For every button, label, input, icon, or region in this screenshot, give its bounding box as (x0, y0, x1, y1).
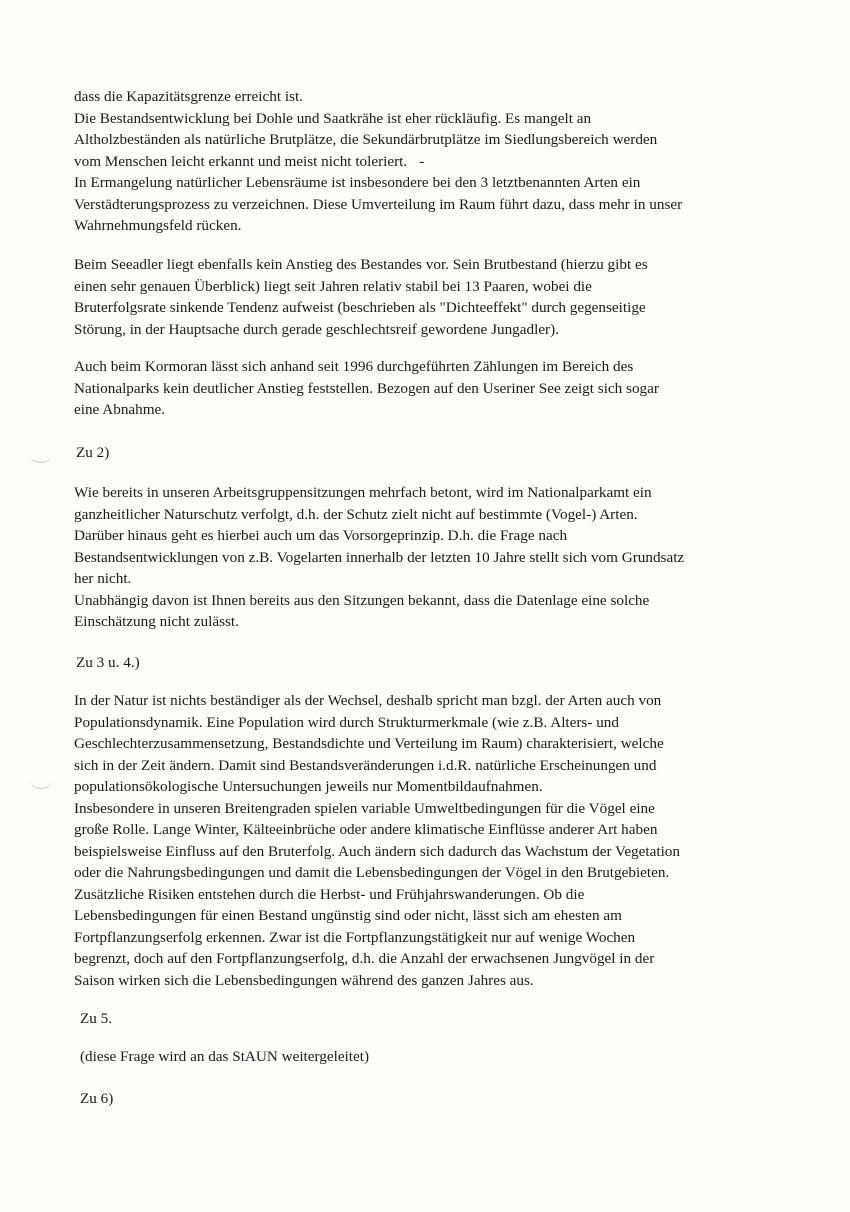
paragraph-seeadler (74, 254, 780, 340)
text-line: Saison wirken sich die Lebensbedingungen während des ganzen Jahres aus. (74, 971, 534, 989)
text-line: In Ermangelung natürlicher Lebensräume ist insbesondere bei den 3 letztbenannten Arten ein (74, 174, 641, 191)
text-line: Geschlechterzusammensetzung, Bestandsdichte und Verteilung im Raum) charakterisiert, welche (74, 735, 664, 752)
document-body (74, 86, 780, 1146)
text-line: Altholzbeständen als natürliche Brutplätze, die Sekundärbrutplätze im Siedlungsbereich werden (74, 131, 658, 148)
text-line: einen sehr genauen Überblick) liegt seit Jahren relativ stabil bei 13 Paaren, wobei die (74, 277, 592, 295)
text-line: große Rolle. Lange Winter, Kälteeinbrüche oder andere klimatische Einflüsse anderer Art haben (74, 821, 658, 838)
text-line: Bruterfolgsrate sinkende Tendenz aufweist (beschrieben als "Dichteeffekt" durch gegenseitige (74, 299, 646, 316)
text-line: Wie bereits in unseren Arbeitsgruppensitzungen mehrfach betont, wird im Nationalparkamt ein (74, 484, 652, 501)
paragraph-bestandsentwicklung (74, 86, 780, 237)
punch-hole-mark-bottom (30, 772, 52, 789)
text-line: Die Bestandsentwicklung bei Dohle und Saatkrähe ist eher rückläufig. Es mangelt an (74, 109, 592, 127)
punch-hole-mark-top (30, 446, 52, 463)
text-line: Wahrnehmungsfeld rücken. (74, 217, 242, 234)
text-line: In der Natur ist nichts beständiger als der Wechsel, deshalb spricht man bzgl. der Arten auch von (74, 692, 662, 709)
text-line: Populationsdynamik. Eine Population wird durch Strukturmerkmale (wie z.B. Alters- und (74, 713, 619, 731)
text-line: begrenzt, doch auf den Fortpflanzungserfolg, d.h. die Anzahl der erwachsenen Jungvögel in der (74, 950, 655, 967)
text-line: sich in der Zeit ändern. Damit sind Bestandsveränderungen i.d.R. natürliche Erscheinungen und (74, 756, 657, 774)
paragraph-naturschutz (74, 482, 780, 633)
text-line: Fortpflanzungserfolg erkennen. Zwar ist die Fortpflanzungstätigkeit nur auf wenige Wochen (74, 928, 636, 946)
text-line: Nationalparks kein deutlicher Anstieg feststellen. Bezogen auf den Useriner See zeigt sich sogar (74, 379, 659, 397)
text-line: beispielsweise Einfluss auf den Bruterfolg. Auch ändern sich dadurch das Wachstum der Vegetation (74, 842, 680, 860)
text-line: ganzheitlicher Naturschutz verfolgt, d.h. der Schutz zielt nicht auf bestimmte (Vogel-) Arten. (74, 505, 638, 523)
text-line: Zusätzliche Risiken entstehen durch die Herbst- und Frühjahrswanderungen. Ob die (74, 885, 585, 903)
text-line: Verstädterungsprozess zu verzeichnen. Diese Umverteilung im Raum führt dazu, dass mehr in unser (74, 195, 683, 213)
text-line: Einschätzung nicht zulässt. (74, 613, 239, 630)
text-line: populationsökologische Untersuchungen jeweils nur Momentbildaufnahmen. (74, 778, 543, 795)
paragraph-kormoran (74, 356, 780, 421)
text-line: Darüber hinaus geht es hierbei auch um das Vorsorgeprinzip. D.h. die Frage nach (74, 527, 568, 544)
text-line: (diese Frage wird an das StAUN weitergeleitet) (80, 1048, 370, 1065)
text-line: Lebensbedingungen für einen Bestand ungünstig sind oder nicht, lässt sich am ehesten am (74, 907, 622, 924)
text-line-content: vom Menschen leicht erkannt und meist nicht toleriert. (74, 152, 408, 170)
text-line: Beim Seeadler liegt ebenfalls kein Anstieg des Bestandes vor. Sein Brutbestand (hierzu gibt es (74, 256, 648, 273)
text-line: oder die Nahrungsbedingungen und damit die Lebensbedingungen der Vögel in den Brutgebieten. (74, 864, 670, 881)
text-line: Auch beim Kormoran lässt sich anhand seit 1996 durchgeführten Zählungen im Bereich des (74, 358, 634, 375)
text-line: Unabhängig davon ist Ihnen bereits aus den Sitzungen bekannt, dass die Datenlage eine solche (74, 591, 650, 609)
section-heading-zu-6: Zu 6) (80, 1090, 114, 1107)
stray-mark: - (419, 152, 425, 170)
paragraph-staun (80, 1046, 786, 1068)
section-heading-zu-5: Zu 5. (80, 1010, 113, 1027)
paragraph-populationsdynamik (74, 690, 780, 991)
text-line: eine Abnahme. (74, 401, 166, 418)
section-heading-zu-2: Zu 2) (76, 444, 110, 461)
section-heading-zu-3-u-4: Zu 3 u. 4.) (76, 654, 140, 671)
text-line: Insbesondere in unseren Breitengraden spielen variable Umweltbedingungen für die Vögel eine (74, 799, 655, 817)
text-line: her nicht. (74, 570, 132, 587)
text-line: Bestandsentwicklungen von z.B. Vogelarten innerhalb der letzten 10 Jahre stellt sich vom Grundsatz (74, 548, 685, 566)
text-line: Störung, in der Hauptsache durch gerade geschlechtsreif gewordene Jungadler). (74, 320, 559, 338)
text-line (74, 151, 780, 173)
text-line: dass die Kapazitätsgrenze erreicht ist. (74, 88, 303, 105)
